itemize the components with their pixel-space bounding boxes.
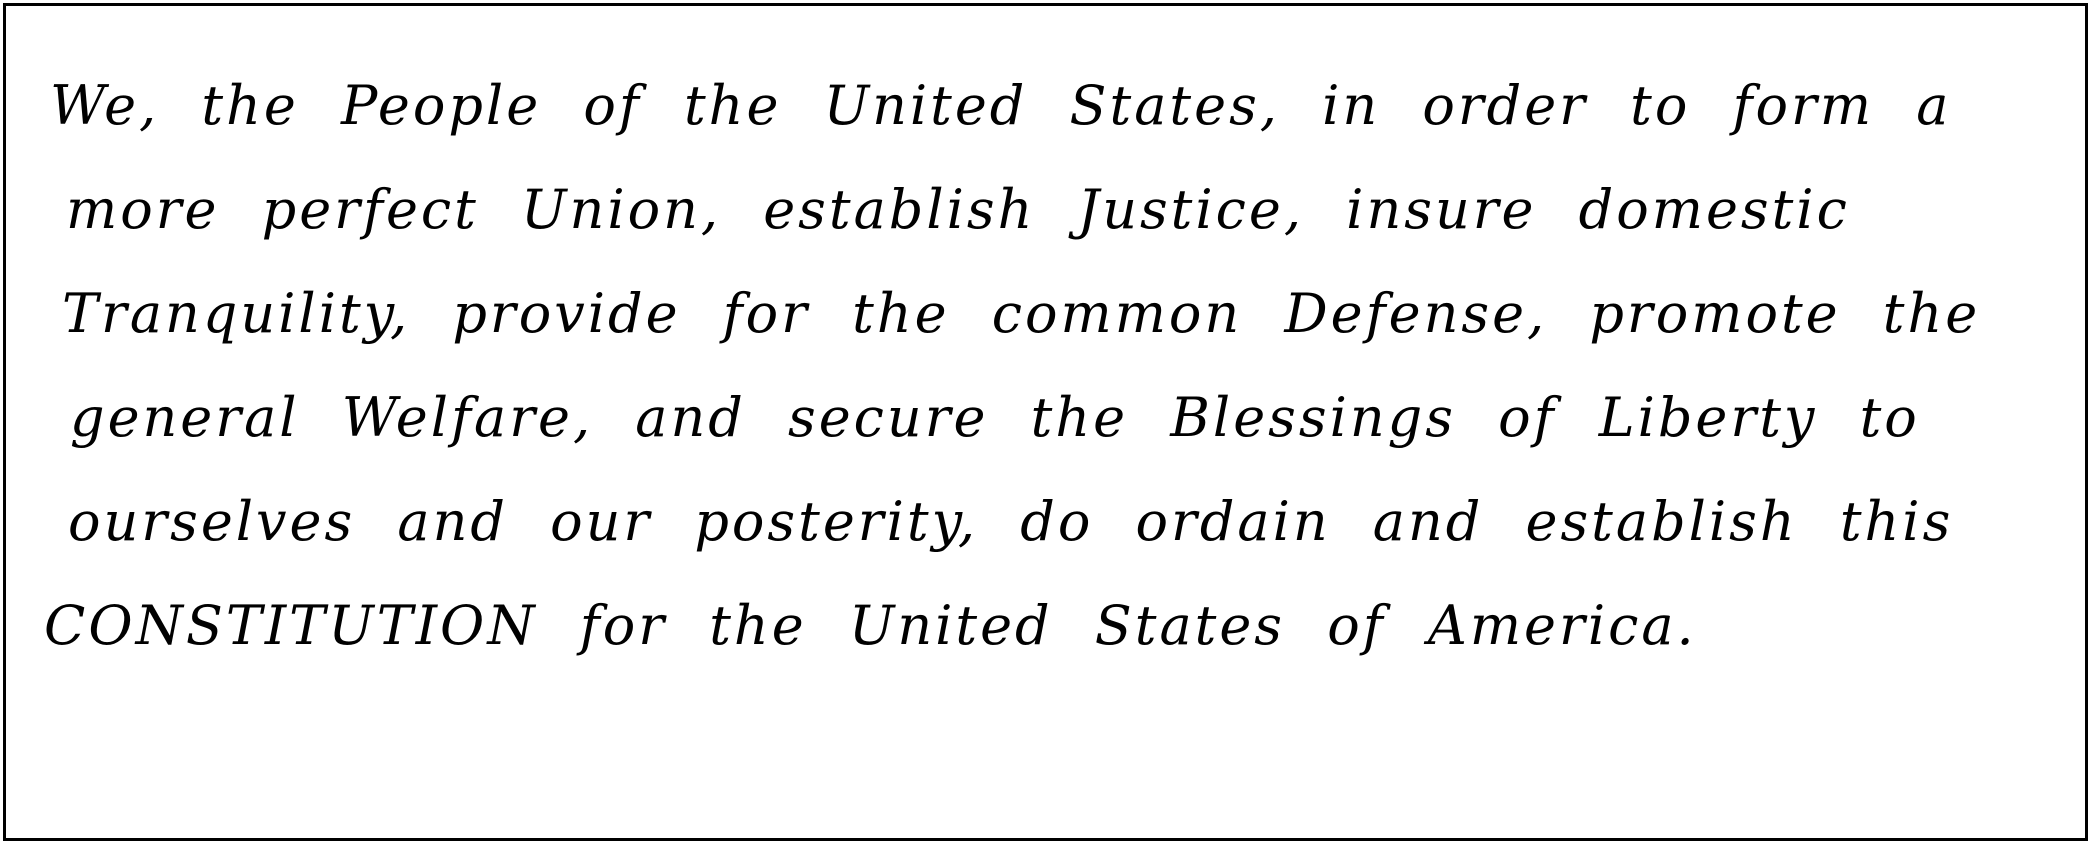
- handwritten-text-block: [44, 54, 2074, 678]
- text-line-3: Tranquility, provide for the common Defense, promote the: [62, 282, 1981, 345]
- text-line-6: CONSTITUTION for the United States of America.: [44, 594, 1697, 657]
- handwriting-frame: [3, 3, 2088, 841]
- text-line-4: general Welfare, and secure the Blessings of Liberty to: [70, 386, 1920, 449]
- text-line-1: We, the People of the United States, in order to form a: [50, 74, 1952, 137]
- text-line-5: ourselves and our posterity, do ordain and establish this: [68, 490, 1954, 553]
- text-line-2: more perfect Union, establish Justice, insure domestic: [66, 178, 1850, 241]
